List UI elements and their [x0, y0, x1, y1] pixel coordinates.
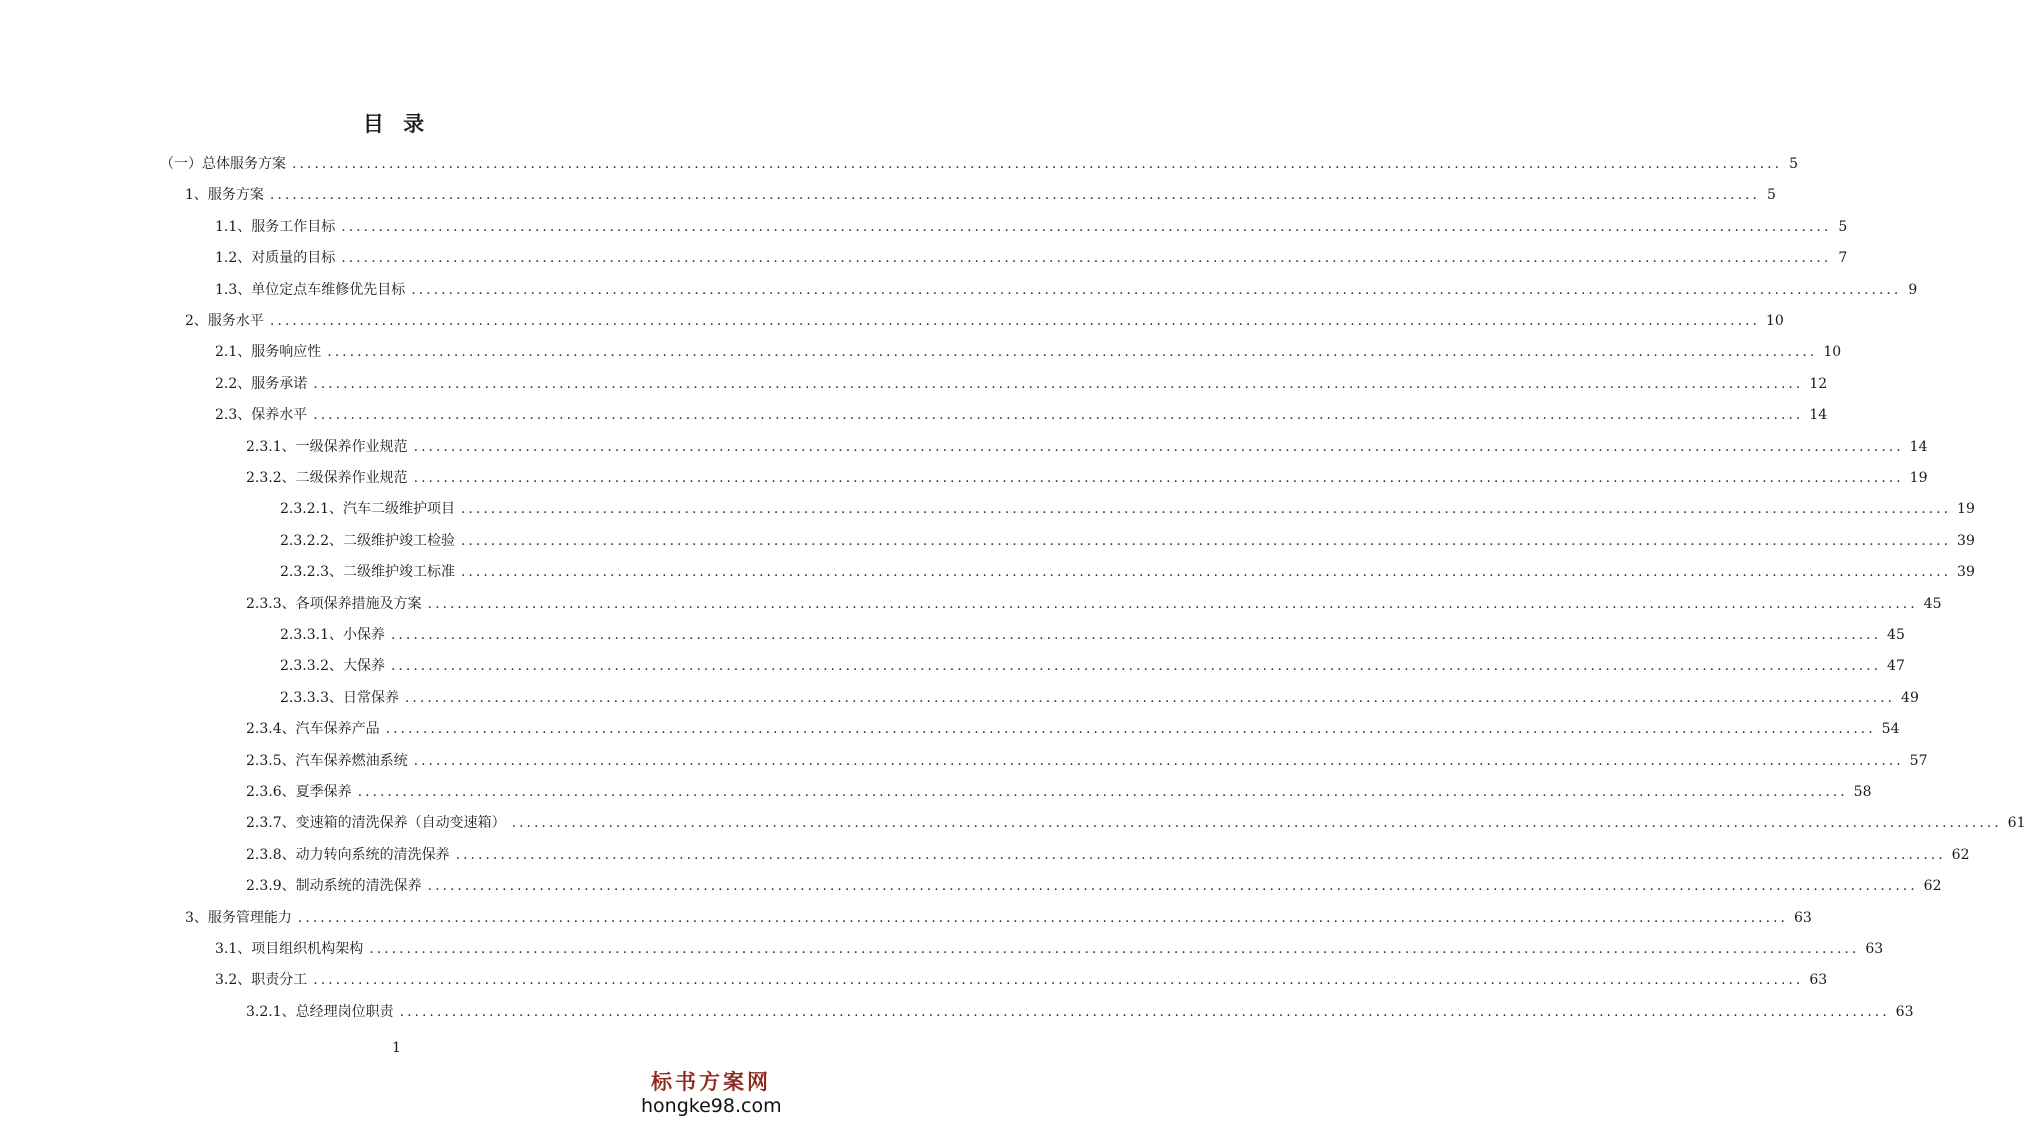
toc-entry[interactable]: [280, 656, 1905, 676]
toc-entry-label: 二级维护竣工标准: [342, 564, 455, 581]
toc-entry-page: 63: [1865, 941, 1884, 957]
toc-entry-page: 5: [1767, 187, 1776, 204]
toc-entry[interactable]: [246, 751, 1928, 771]
toc-entry[interactable]: [246, 876, 1942, 896]
toc-leader-dots: ........................................................................................................................................................................................................: [511, 815, 2002, 832]
toc-entry-page: 62: [1951, 846, 1970, 863]
toc-leader-dots: ........................................................................................................................................................................................................: [369, 941, 1860, 957]
toc-entry-page: 63: [1809, 972, 1828, 989]
toc-entry-label: 各项保养措施及方案: [295, 595, 422, 612]
toc-leader-dots: ........................................................................................................................................................................................................: [327, 344, 1818, 361]
toc-entry[interactable]: [185, 908, 1812, 928]
toc-entry-number: 2.3.2.1、: [280, 501, 343, 518]
toc-entry-number: 3.1、: [215, 941, 252, 957]
toc-entry-label: 服务管理能力: [207, 909, 292, 926]
toc-entry-page: 62: [1923, 878, 1942, 895]
toc-entry[interactable]: [280, 531, 1975, 551]
toc-entry[interactable]: [185, 185, 1776, 205]
toc-entry-label: 服务方案: [207, 187, 264, 204]
toc-entry[interactable]: [215, 939, 1884, 959]
toc-entry-page: 10: [1823, 344, 1842, 361]
toc-leader-dots: ........................................................................................................................................................................................................: [413, 752, 1904, 769]
toc-leader-dots: ........................................................................................................................................................................................................: [460, 501, 1952, 518]
toc-entry-number: 2.3.6、: [246, 784, 296, 800]
toc-leader-dots: ........................................................................................................................................................................................................: [460, 532, 1952, 549]
toc-entry-number: 2.3.3.3、: [280, 689, 343, 706]
toc-entry[interactable]: [215, 970, 1828, 990]
toc-entry-label: 总体服务方案: [202, 156, 286, 172]
toc-entry-label: 汽车保养燃油系统: [295, 752, 408, 769]
toc-leader-dots: ........................................................................................................................................................................................................: [427, 595, 1918, 612]
toc-entry-label: 服务承诺: [251, 375, 308, 392]
toc-entry[interactable]: [215, 248, 1848, 268]
toc-entry-label: 对质量的目标: [251, 250, 336, 267]
watermark-text: 标书方案网: [651, 1069, 771, 1094]
watermark-url: hongke98.com: [641, 1095, 782, 1117]
toc-entry-label: 保养水平: [251, 407, 308, 424]
toc-leader-dots: ........................................................................................................................................................................................................: [390, 658, 1882, 675]
toc-entry-label: 一级保养作业规范: [295, 438, 408, 455]
toc-entry-label: 日常保养: [342, 689, 399, 706]
toc-entry-page: 10: [1765, 313, 1784, 329]
toc-leader-dots: ........................................................................................................................................................................................................: [341, 218, 1832, 235]
toc-entry-number: 3、: [185, 909, 208, 926]
toc-entry[interactable]: [246, 813, 2026, 833]
toc-entry-page: 19: [1909, 470, 1928, 486]
toc-entry-label: 夏季保养: [295, 784, 352, 800]
toc-entry-number: 2.2、: [215, 375, 252, 392]
toc-leader-dots: ........................................................................................................................................................................................................: [297, 909, 1788, 926]
toc-entry-page: 14: [1909, 438, 1928, 455]
toc-entry-label: 制动系统的清洗保养: [295, 878, 422, 895]
toc-leader-dots: ........................................................................................................................................................................................................: [292, 156, 1783, 172]
toc-entry-label: 汽车二级维护项目: [342, 501, 455, 518]
toc-entry[interactable]: [215, 280, 1918, 300]
toc-entry[interactable]: [280, 625, 1905, 645]
toc-entry-label: 二级保养作业规范: [295, 470, 408, 486]
toc-leader-dots: ........................................................................................................................................................................................................: [411, 281, 1902, 298]
toc-entry-number: 2.3.3.2、: [280, 658, 343, 675]
page-title: 目 录: [362, 111, 431, 136]
toc-entry-number: 2.3.2.2、: [280, 532, 343, 549]
toc-leader-dots: ........................................................................................................................................................................................................: [313, 375, 1804, 392]
toc-entry-number: 2.3.3、: [246, 595, 296, 612]
toc-entry[interactable]: [246, 1002, 1914, 1022]
toc-entry-number: 3.2、: [215, 972, 252, 989]
toc-entry-label: 服务响应性: [251, 344, 322, 361]
toc-entry-number: 1.2、: [215, 250, 252, 267]
toc-entry-page: 45: [1923, 595, 1942, 612]
toc-entry-page: 14: [1809, 407, 1828, 424]
toc-entry-number: 2.3.7、: [246, 815, 296, 832]
toc-entry-page: 49: [1901, 689, 1919, 706]
toc-entry-label: 变速箱的清洗保养（自动变速箱）: [295, 815, 506, 832]
toc-entry-number: 2.3.5、: [246, 752, 296, 769]
toc-entry-label: 项目组织机构架构: [251, 941, 364, 957]
toc-entry[interactable]: [215, 342, 1842, 362]
toc-entry-number: 3.2.1、: [246, 1003, 296, 1020]
toc-entry-page: 5: [1838, 218, 1848, 235]
toc-entry-page: 19: [1957, 501, 1975, 518]
toc-leader-dots: ........................................................................................................................................................................................................: [413, 470, 1904, 486]
toc-entry-page: 54: [1881, 721, 1900, 738]
toc-entry-number: 2.3.2.3、: [280, 564, 343, 581]
toc-entry[interactable]: [246, 468, 1928, 488]
toc-entry-number: 2、: [185, 313, 208, 329]
toc-entry-label: 二级维护竣工检验: [342, 532, 455, 549]
toc-entry[interactable]: [215, 217, 1848, 237]
toc-entry[interactable]: [246, 719, 1900, 739]
toc-entry-number: 2.1、: [215, 344, 252, 361]
toc-entry[interactable]: [280, 499, 1975, 519]
toc-entry[interactable]: [215, 405, 1828, 425]
toc-entry-number: 1、: [185, 187, 208, 204]
toc-entry-label: 总经理岗位职责: [295, 1003, 394, 1020]
toc-entry[interactable]: [246, 437, 1928, 457]
toc-entry[interactable]: [215, 374, 1828, 394]
toc-entry-page: 61: [2007, 815, 2026, 832]
toc-entry-number: 2.3.3.1、: [280, 627, 343, 643]
toc-entry[interactable]: [246, 782, 1872, 802]
toc-entry-page: 47: [1887, 658, 1905, 675]
toc-leader-dots: ........................................................................................................................................................................................................: [269, 187, 1760, 204]
toc-leader-dots: ........................................................................................................................................................................................................: [390, 627, 1882, 643]
toc-leader-dots: ........................................................................................................................................................................................................: [399, 1003, 1890, 1020]
toc-entry-label: 服务水平: [207, 313, 264, 329]
toc-entry-number: 2.3.8、: [246, 846, 296, 863]
toc-entry-label: 动力转向系统的清洗保养: [295, 846, 450, 863]
toc-entry[interactable]: [246, 845, 1970, 865]
toc-entry[interactable]: [185, 311, 1784, 331]
toc-entry-page: 9: [1908, 281, 1918, 298]
toc-entry-page: 63: [1793, 909, 1812, 926]
toc-entry-number: 1.3、: [215, 281, 252, 298]
toc-entry-number: 2.3.4、: [246, 721, 296, 738]
toc-leader-dots: ........................................................................................................................................................................................................: [460, 564, 1952, 581]
toc-entry-label: 单位定点车维修优先目标: [251, 281, 406, 298]
toc-entry[interactable]: [246, 594, 1942, 614]
watermark-logo: [641, 1066, 781, 1116]
toc-entry-label: 小保养: [342, 627, 385, 643]
toc-entry-number: 2.3.9、: [246, 878, 296, 895]
toc-leader-dots: ........................................................................................................................................................................................................: [313, 407, 1804, 424]
toc-entry-number: 2.3、: [215, 407, 252, 424]
toc-leader-dots: ........................................................................................................................................................................................................: [357, 784, 1848, 800]
toc-leader-dots: ........................................................................................................................................................................................................: [313, 972, 1804, 989]
toc-entry-page: 63: [1895, 1003, 1914, 1020]
toc-entry-page: 39: [1957, 532, 1975, 549]
toc-entry[interactable]: [280, 688, 1919, 708]
toc-entry-page: 39: [1957, 564, 1975, 581]
toc-entry-page: 45: [1887, 627, 1905, 643]
toc-entry-number: 2.3.1、: [246, 438, 296, 455]
toc-entry[interactable]: [160, 154, 1799, 174]
toc-leader-dots: ........................................................................................................................................................................................................: [269, 313, 1760, 329]
toc-entry-page: 12: [1809, 375, 1828, 392]
toc-entry-number: 2.3.2、: [246, 470, 296, 486]
toc-entry[interactable]: [280, 562, 1975, 582]
toc-leader-dots: ........................................................................................................................................................................................................: [404, 689, 1896, 706]
toc-entry-page: 58: [1853, 784, 1872, 800]
toc-entry-number: （一）: [160, 156, 202, 172]
toc-leader-dots: ........................................................................................................................................................................................................: [413, 438, 1904, 455]
toc-entry-label: 职责分工: [251, 972, 308, 989]
toc-entry-page: 5: [1789, 156, 1799, 172]
toc-entry-label: 大保养: [342, 658, 385, 675]
toc-entry-number: 1.1、: [215, 218, 252, 235]
toc-leader-dots: ........................................................................................................................................................................................................: [455, 846, 1946, 863]
toc-entry-label: 服务工作目标: [251, 218, 336, 235]
toc-entry-page: 7: [1838, 250, 1848, 267]
toc-entry-label: 汽车保养产品: [295, 721, 380, 738]
page-number: 1: [392, 1040, 401, 1056]
toc-leader-dots: ........................................................................................................................................................................................................: [427, 878, 1918, 895]
toc-leader-dots: ........................................................................................................................................................................................................: [341, 250, 1832, 267]
toc-entry-page: 57: [1909, 752, 1928, 769]
toc-leader-dots: ........................................................................................................................................................................................................: [385, 721, 1876, 738]
